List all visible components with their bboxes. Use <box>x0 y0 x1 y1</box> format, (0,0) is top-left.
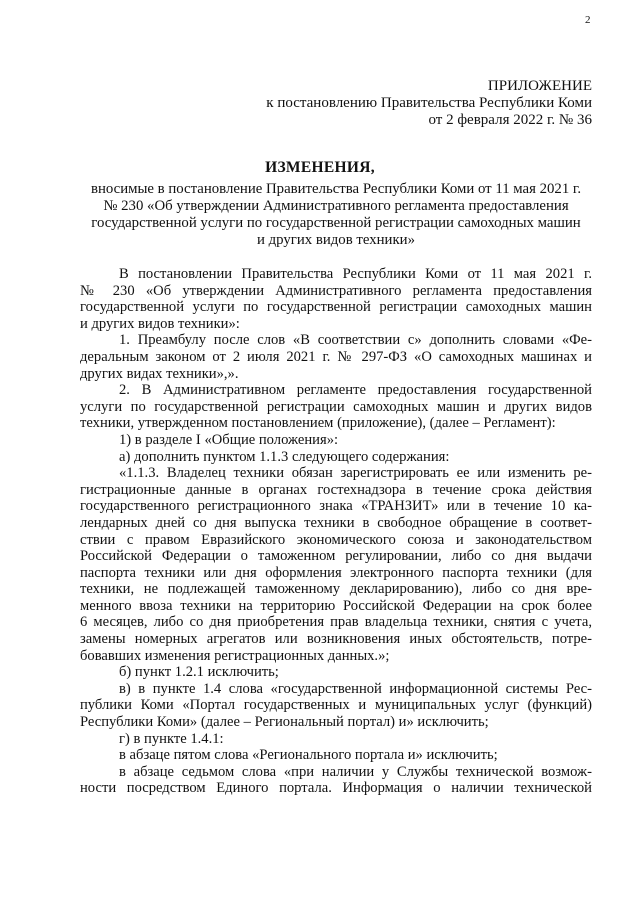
body-line: в) в пункте 1.4 слова «государственной информационной системы Рес- <box>119 680 592 697</box>
subtitle-line: № 230 «Об утверждении Административного регламента предоставления <box>103 198 569 214</box>
body-line: а) дополнить пунктом 1.1.3 следующего содержания: <box>119 448 450 465</box>
body-line: 1. Преамбулу после слов «В соответствии с» дополнить словами «Фе- <box>119 332 592 349</box>
document-subtitle <box>72 181 600 249</box>
body-line: замены номерных агрегатов или возникновения иных обстоятельств, потре- <box>80 631 592 648</box>
body-line: 6 месяцев, либо со дня приобретения прав владельца техники, снятия с учета, <box>80 614 592 631</box>
body-line: № 230 «Об утверждении Административного регламента предоставления <box>80 282 592 299</box>
appendix-date-number: от 2 февраля 2022 г. № 36 <box>428 112 592 128</box>
body-line: Российской Федерации о таможенном регулировании, либо со дня выдачи <box>80 548 592 565</box>
subtitle-line: государственной услуги по государственной регистрации самоходных машин <box>91 215 581 231</box>
body-line: бовавших изменения регистрационных данных.»; <box>80 647 390 664</box>
subtitle-line: и других видов техники» <box>257 232 415 248</box>
body-line: техники, утвержденном постановлением (приложение), (далее – Регламент): <box>80 415 556 432</box>
body-line: В постановлении Правительства Республики Коми от 11 мая 2021 г. <box>119 266 592 282</box>
body-line: Республики Коми» (далее – Региональный портал) и» исключить; <box>80 714 489 731</box>
appendix-label: ПРИЛОЖЕНИЕ <box>487 78 592 94</box>
body-line: и других видов техники»: <box>80 315 240 332</box>
body-line: государственного регистрационного знака «ТРАНЗИТ» или в течение 10 ка- <box>80 498 592 515</box>
body-line: паспорта техники или дня оформления электронного паспорта техники (для <box>80 564 592 581</box>
body-line: техники, не подлежащей таможенному декларированию), либо со дня вре- <box>80 581 592 598</box>
body-line: «1.1.3. Владелец техники обязан зарегистрировать ее или изменить ре- <box>119 465 592 482</box>
page-number: 2 <box>585 14 591 26</box>
body-line: 2. В Административном регламенте предоставления государственной <box>119 382 592 399</box>
body-line: ности посредством Единого портала. Информация о наличии технической <box>80 780 592 797</box>
body-line: публики Коми «Портал государственных и муниципальных услуг (функций) <box>80 697 592 714</box>
body-line: менного ввоза техники на территорию Российской Федерации на срок более <box>80 597 592 614</box>
body-line: лендарных дней со дня выпуска техники в свободное обращение в соответ- <box>80 514 592 531</box>
body-line: других видах техники»,». <box>80 365 239 382</box>
body-line: деральным законом от 2 июля 2021 г. № 297-ФЗ «О самоходных машинах и <box>80 348 592 365</box>
appendix-resolution: к постановлению Правительства Республики Коми <box>266 95 592 111</box>
body-line: государственной услуги по государственной регистрации самоходных машин <box>80 299 592 316</box>
body-line: ствии с правом Евразийского экономического союза и законодательством <box>80 531 592 548</box>
appendix-header <box>266 78 592 129</box>
body-line: 1) в разделе I «Общие положения»: <box>119 431 339 448</box>
document-body <box>80 266 592 797</box>
body-line: гистрационные данные в органах гостехнадзора в течение срока действия <box>80 481 592 498</box>
body-line: в абзаце пятом слова «Регионального портала и» исключить; <box>119 747 498 764</box>
body-line: г) в пункте 1.4.1: <box>119 730 224 747</box>
document-title: ИЗМЕНЕНИЯ, <box>265 159 375 176</box>
body-line: в абзаце седьмом слова «при наличии у Службы технической возмож- <box>119 763 592 780</box>
body-line: услуги по государственной регистрации самоходных машин и других видов <box>80 398 592 415</box>
subtitle-line: вносимые в постановление Правительства Республики Коми от 11 мая 2021 г. <box>90 181 582 197</box>
body-line: б) пункт 1.2.1 исключить; <box>119 664 279 681</box>
